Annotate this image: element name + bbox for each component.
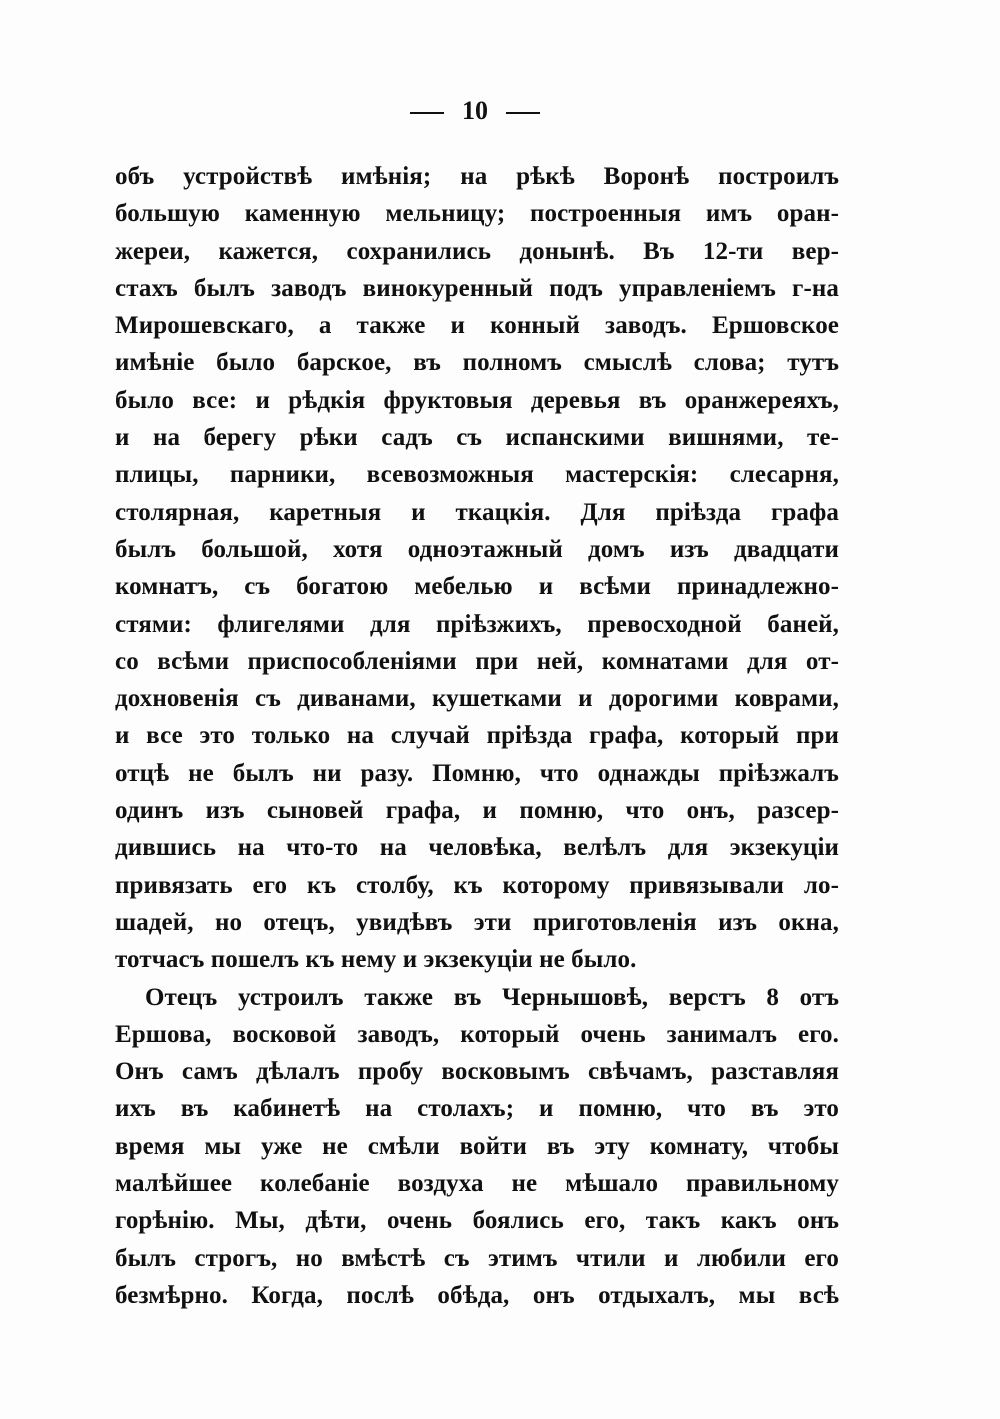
text-line: столярная, каретныя и ткацкія. Для пріѣзда графа	[115, 498, 839, 526]
text-line: одинъ изъ сыновей графа, и помню, что онъ, разсер-	[115, 797, 839, 825]
text-line: плицы, парники, всевозможныя мастерскія: слесарня,	[115, 461, 839, 489]
text-line: и на берегу рѣки садъ съ испанскими вишнями, те-	[115, 424, 839, 452]
text-line: имѣніе было барское, въ полномъ смыслѣ слова; тутъ	[115, 349, 839, 377]
page-number-text: 10	[462, 96, 488, 125]
text-line: Мирошевскаго, а также и конный заводъ. Ершовское	[115, 312, 839, 340]
text-line: дохновенія съ диванами, кушетками и дорогими коврами,	[115, 685, 839, 713]
text-line: стахъ былъ заводъ винокуренный подъ управленіемъ г-на	[115, 274, 839, 302]
text-line: отцѣ не былъ ни разу. Помню, что однажды пріѣзжалъ	[115, 759, 839, 787]
page-number-dash-left	[410, 112, 444, 114]
text-line: со всѣми приспособленіями при ней, комнатами для от-	[115, 647, 839, 675]
text-line: большую каменную мельницу; построенныя имъ оран-	[115, 200, 839, 228]
text-line: Онъ самъ дѣлалъ пробу восковымъ свѣчамъ, разставляя	[115, 1058, 839, 1086]
text-line: было все: и рѣдкія фруктовыя деревья въ оранжереяхъ,	[115, 386, 839, 414]
text-line: дившись на что-то на человѣка, велѣлъ для экзекуціи	[115, 834, 839, 862]
text-line: комнатъ, съ богатою мебелью и всѣми принадлежно-	[115, 573, 839, 601]
text-line: привязать его къ столбу, къ которому привязывали ло-	[115, 871, 839, 899]
text-line: горѣнію. Мы, дѣти, очень боялись его, такъ какъ онъ	[115, 1207, 839, 1235]
text-line: Отецъ устроилъ также въ Чернышовѣ, верстъ 8 отъ	[145, 983, 839, 1011]
text-line: стями: флигелями для пріѣзжихъ, превосходной баней,	[115, 610, 839, 638]
text-line: время мы уже не смѣли войти въ эту комнату, чтобы	[115, 1132, 839, 1160]
page-body-text	[115, 158, 839, 1314]
text-line: ихъ въ кабинетѣ на столахъ; и помню, что въ это	[115, 1095, 839, 1123]
text-line: Ершова, восковой заводъ, который очень занималъ его.	[115, 1020, 839, 1048]
text-line: шадей, но отецъ, увидѣвъ эти приготовленія изъ окна,	[115, 908, 839, 936]
text-line: тотчасъ пошелъ къ нему и экзекуціи не было.	[115, 946, 637, 974]
text-line: былъ строгъ, но вмѣстѣ съ этимъ чтили и любили его	[115, 1244, 839, 1272]
page-number	[0, 96, 950, 126]
text-line: и все это только на случай пріѣзда графа, который при	[115, 722, 839, 750]
text-line: малѣйшее колебаніе воздуха не мѣшало правильному	[115, 1170, 839, 1198]
text-line: безмѣрно. Когда, послѣ обѣда, онъ отдыхалъ, мы всѣ	[115, 1281, 839, 1309]
text-line: былъ большой, хотя одноэтажный домъ изъ двадцати	[115, 535, 839, 563]
text-line: объ устройствѣ имѣнія; на рѣкѣ Воронѣ построилъ	[115, 163, 839, 190]
page-number-dash-right	[506, 112, 540, 114]
text-line: жереи, кажется, сохранились донынѣ. Въ 12-ти вер-	[115, 237, 839, 265]
